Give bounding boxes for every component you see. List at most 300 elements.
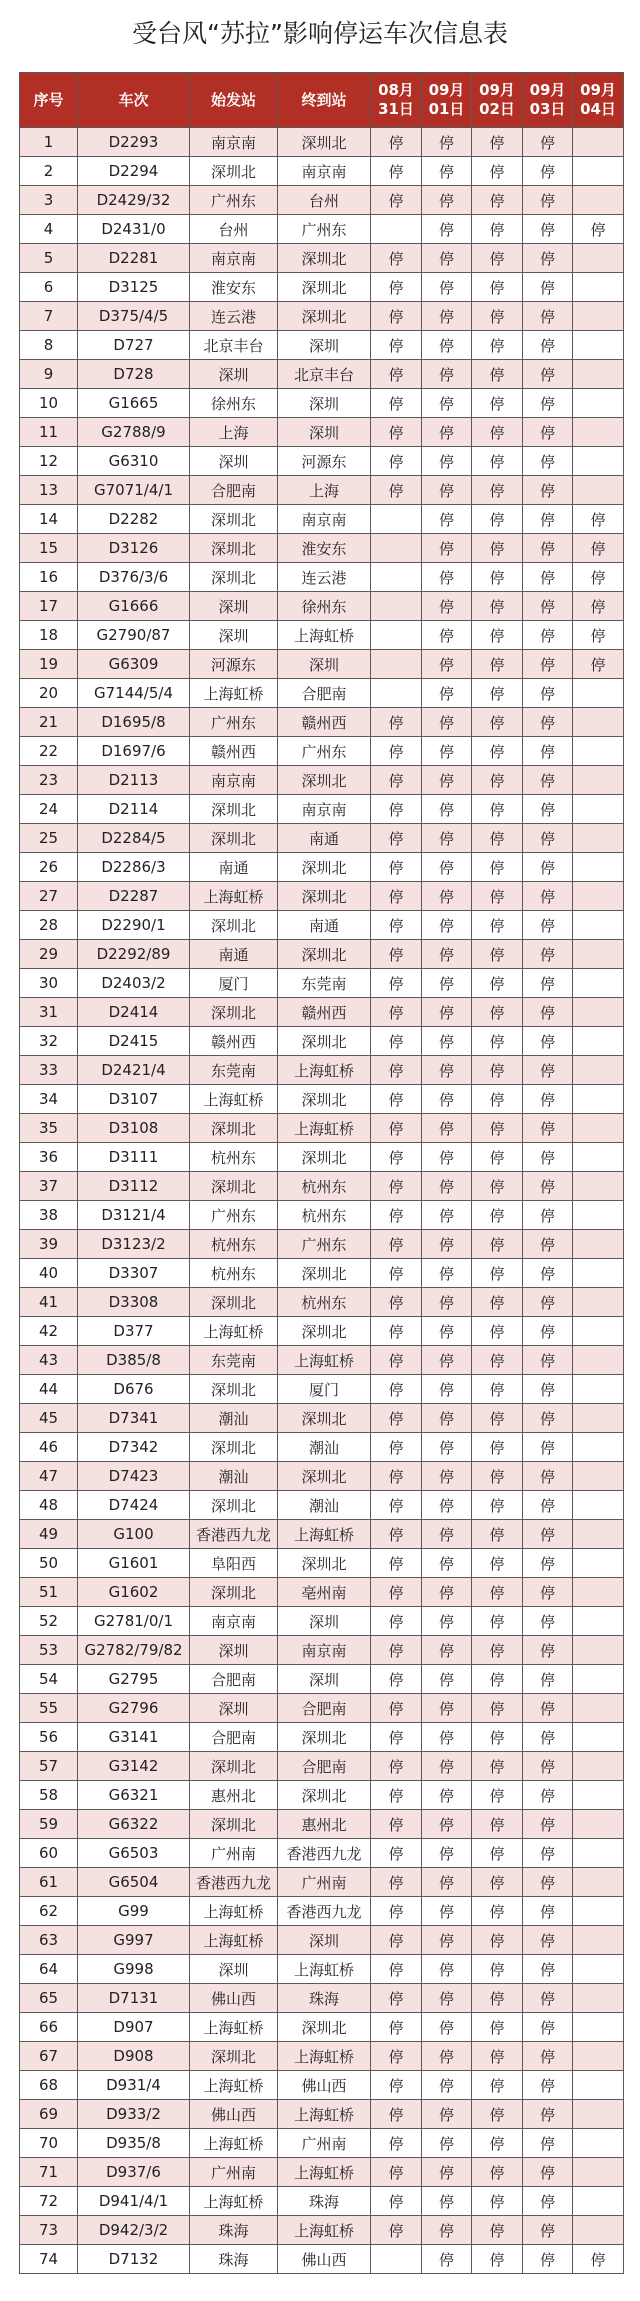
cell-seq: 45 xyxy=(20,1404,78,1433)
cell-origin: 广州南 xyxy=(190,1839,278,1868)
cell-stop-0831: 停 xyxy=(371,389,422,418)
cell-stop-0904 xyxy=(573,824,624,853)
cell-origin: 东莞南 xyxy=(190,1056,278,1085)
cell-destination: 合肥南 xyxy=(278,1694,371,1723)
cell-stop-0831: 停 xyxy=(371,2158,422,2187)
cell-destination: 佛山西 xyxy=(278,2071,371,2100)
cell-seq: 54 xyxy=(20,1665,78,1694)
table-row xyxy=(20,1143,624,1172)
cell-stop-0901: 停 xyxy=(422,1549,472,1578)
cell-origin: 深圳北 xyxy=(190,1491,278,1520)
table-row xyxy=(20,1230,624,1259)
table-row xyxy=(20,2245,624,2274)
cell-train: D7423 xyxy=(78,1462,190,1491)
cell-stop-0902: 停 xyxy=(472,998,523,1027)
cell-train: D3111 xyxy=(78,1143,190,1172)
cell-stop-0904 xyxy=(573,2158,624,2187)
cell-stop-0901: 停 xyxy=(422,476,472,505)
cell-stop-0901: 停 xyxy=(422,2042,472,2071)
cell-destination: 连云港 xyxy=(278,563,371,592)
page-title: 受台风“苏拉”影响停运车次信息表 xyxy=(132,19,508,48)
cell-destination: 深圳 xyxy=(278,1665,371,1694)
cell-stop-0903: 停 xyxy=(523,389,573,418)
cell-stop-0903: 停 xyxy=(523,853,573,882)
cell-stop-0903: 停 xyxy=(523,1520,573,1549)
cell-train: D2293 xyxy=(78,128,190,157)
cell-stop-0902: 停 xyxy=(472,708,523,737)
cell-stop-0904 xyxy=(573,1375,624,1404)
cell-train: D2287 xyxy=(78,882,190,911)
cell-origin: 珠海 xyxy=(190,2216,278,2245)
cell-origin: 佛山西 xyxy=(190,1984,278,2013)
cell-stop-0904 xyxy=(573,1201,624,1230)
cell-stop-0901: 停 xyxy=(422,1868,472,1897)
cell-seq: 6 xyxy=(20,273,78,302)
cell-origin: 深圳 xyxy=(190,1636,278,1665)
cell-stop-0831 xyxy=(371,592,422,621)
cell-origin: 南京南 xyxy=(190,1607,278,1636)
cell-destination: 广州东 xyxy=(278,215,371,244)
cell-stop-0902: 停 xyxy=(472,1288,523,1317)
cell-stop-0902: 停 xyxy=(472,1897,523,1926)
cell-seq: 34 xyxy=(20,1085,78,1114)
cell-stop-0904 xyxy=(573,2187,624,2216)
cell-stop-0901: 停 xyxy=(422,621,472,650)
table-row xyxy=(20,1375,624,1404)
cell-seq: 64 xyxy=(20,1955,78,1984)
cell-seq: 19 xyxy=(20,650,78,679)
cell-stop-0903: 停 xyxy=(523,534,573,563)
table-row xyxy=(20,1868,624,1897)
header-date-day: 03日 xyxy=(529,100,566,118)
cell-stop-0904: 停 xyxy=(573,215,624,244)
cell-train: D7131 xyxy=(78,1984,190,2013)
table-row xyxy=(20,679,624,708)
cell-stop-0831: 停 xyxy=(371,1172,422,1201)
table-row xyxy=(20,1665,624,1694)
cell-origin: 潮汕 xyxy=(190,1462,278,1491)
cell-train: D676 xyxy=(78,1375,190,1404)
cell-stop-0901: 停 xyxy=(422,1143,472,1172)
cell-stop-0904 xyxy=(573,1578,624,1607)
cell-stop-0902: 停 xyxy=(472,2013,523,2042)
cell-train: D2281 xyxy=(78,244,190,273)
cell-destination: 南通 xyxy=(278,911,371,940)
cell-stop-0904 xyxy=(573,244,624,273)
table-row xyxy=(20,882,624,911)
table-row xyxy=(20,1114,624,1143)
cell-stop-0901: 停 xyxy=(422,302,472,331)
cell-stop-0903: 停 xyxy=(523,2158,573,2187)
cell-stop-0831: 停 xyxy=(371,737,422,766)
header-date-day: 31日 xyxy=(378,100,414,118)
cell-seq: 26 xyxy=(20,853,78,882)
cell-stop-0904 xyxy=(573,1317,624,1346)
table-row xyxy=(20,1404,624,1433)
cell-seq: 36 xyxy=(20,1143,78,1172)
cell-stop-0902: 停 xyxy=(472,1984,523,2013)
cell-stop-0903: 停 xyxy=(523,1839,573,1868)
cell-train: D3307 xyxy=(78,1259,190,1288)
cell-train: D2113 xyxy=(78,766,190,795)
cell-seq: 28 xyxy=(20,911,78,940)
cell-stop-0904 xyxy=(573,969,624,998)
cell-stop-0902: 停 xyxy=(472,911,523,940)
cell-train: D2284/5 xyxy=(78,824,190,853)
cell-train: G2781/0/1 xyxy=(78,1607,190,1636)
header-date-day: 02日 xyxy=(479,100,515,118)
cell-destination: 深圳北 xyxy=(278,1723,371,1752)
cell-stop-0904 xyxy=(573,998,624,1027)
table-row xyxy=(20,389,624,418)
header-row xyxy=(20,73,624,128)
cell-train: D2286/3 xyxy=(78,853,190,882)
cell-train: D931/4 xyxy=(78,2071,190,2100)
cell-stop-0831: 停 xyxy=(371,911,422,940)
cell-origin: 河源东 xyxy=(190,650,278,679)
cell-origin: 上海虹桥 xyxy=(190,1926,278,1955)
header-date-month: 09月 xyxy=(529,81,566,99)
table-row xyxy=(20,1549,624,1578)
cell-destination: 深圳 xyxy=(278,389,371,418)
cell-stop-0902: 停 xyxy=(472,737,523,766)
cell-stop-0902: 停 xyxy=(472,1404,523,1433)
cell-stop-0903: 停 xyxy=(523,302,573,331)
cell-stop-0902: 停 xyxy=(472,766,523,795)
cell-stop-0904 xyxy=(573,1172,624,1201)
cell-train: D2431/0 xyxy=(78,215,190,244)
cell-seq: 56 xyxy=(20,1723,78,1752)
cell-stop-0831: 停 xyxy=(371,882,422,911)
cell-train: D2415 xyxy=(78,1027,190,1056)
cell-stop-0901: 停 xyxy=(422,186,472,215)
cell-seq: 13 xyxy=(20,476,78,505)
cell-stop-0904 xyxy=(573,331,624,360)
cell-stop-0831: 停 xyxy=(371,331,422,360)
cell-destination: 深圳北 xyxy=(278,273,371,302)
cell-stop-0902: 停 xyxy=(472,1114,523,1143)
cell-train: G100 xyxy=(78,1520,190,1549)
cell-origin: 深圳北 xyxy=(190,824,278,853)
cell-destination: 珠海 xyxy=(278,1984,371,2013)
cell-destination: 深圳 xyxy=(278,331,371,360)
cell-stop-0904: 停 xyxy=(573,621,624,650)
cell-stop-0902: 停 xyxy=(472,447,523,476)
cell-seq: 46 xyxy=(20,1433,78,1462)
cell-stop-0904 xyxy=(573,273,624,302)
cell-train: D2414 xyxy=(78,998,190,1027)
cell-stop-0831: 停 xyxy=(371,1810,422,1839)
cell-train: G99 xyxy=(78,1897,190,1926)
cell-stop-0831: 停 xyxy=(371,1346,422,1375)
cell-destination: 合肥南 xyxy=(278,1752,371,1781)
table-row xyxy=(20,1056,624,1085)
table-row xyxy=(20,1027,624,1056)
cell-train: D727 xyxy=(78,331,190,360)
table-row xyxy=(20,1607,624,1636)
cell-destination: 赣州西 xyxy=(278,708,371,737)
cell-destination: 广州南 xyxy=(278,2129,371,2158)
cell-destination: 杭州东 xyxy=(278,1288,371,1317)
cell-stop-0904 xyxy=(573,1520,624,1549)
cell-stop-0901: 停 xyxy=(422,969,472,998)
header-date-0904 xyxy=(573,73,624,128)
cell-stop-0902: 停 xyxy=(472,1636,523,1665)
table-row xyxy=(20,2158,624,2187)
cell-seq: 44 xyxy=(20,1375,78,1404)
cell-stop-0902: 停 xyxy=(472,1955,523,1984)
table-row xyxy=(20,1839,624,1868)
cell-seq: 42 xyxy=(20,1317,78,1346)
cell-stop-0902: 停 xyxy=(472,1694,523,1723)
cell-seq: 58 xyxy=(20,1781,78,1810)
cell-origin: 杭州东 xyxy=(190,1259,278,1288)
cell-seq: 23 xyxy=(20,766,78,795)
table-row xyxy=(20,447,624,476)
cell-stop-0904 xyxy=(573,1288,624,1317)
cell-train: G3141 xyxy=(78,1723,190,1752)
cell-seq: 18 xyxy=(20,621,78,650)
cell-destination: 亳州南 xyxy=(278,1578,371,1607)
cell-stop-0901: 停 xyxy=(422,1491,472,1520)
cell-stop-0831: 停 xyxy=(371,1955,422,1984)
cell-destination: 深圳北 xyxy=(278,1781,371,1810)
cell-stop-0903: 停 xyxy=(523,2187,573,2216)
cell-stop-0903: 停 xyxy=(523,969,573,998)
cell-destination: 深圳北 xyxy=(278,766,371,795)
cell-stop-0901: 停 xyxy=(422,853,472,882)
cell-train: D942/3/2 xyxy=(78,2216,190,2245)
table-row xyxy=(20,824,624,853)
header-date-day: 04日 xyxy=(580,100,616,118)
cell-stop-0831: 停 xyxy=(371,476,422,505)
cell-seq: 21 xyxy=(20,708,78,737)
cell-train: D3123/2 xyxy=(78,1230,190,1259)
cell-stop-0903: 停 xyxy=(523,998,573,1027)
cell-origin: 厦门 xyxy=(190,969,278,998)
cell-stop-0904 xyxy=(573,1143,624,1172)
cell-destination: 上海 xyxy=(278,476,371,505)
cell-destination: 南京南 xyxy=(278,795,371,824)
cell-stop-0902: 停 xyxy=(472,1317,523,1346)
cell-stop-0902: 停 xyxy=(472,302,523,331)
cell-stop-0902: 停 xyxy=(472,1665,523,1694)
cell-stop-0904 xyxy=(573,2071,624,2100)
cell-stop-0901: 停 xyxy=(422,650,472,679)
cell-origin: 南通 xyxy=(190,940,278,969)
cell-stop-0903: 停 xyxy=(523,1114,573,1143)
cell-stop-0902: 停 xyxy=(472,1926,523,1955)
cell-train: G6322 xyxy=(78,1810,190,1839)
table-row xyxy=(20,1201,624,1230)
cell-stop-0904 xyxy=(573,476,624,505)
cell-stop-0901: 停 xyxy=(422,592,472,621)
cell-stop-0903: 停 xyxy=(523,447,573,476)
table-row xyxy=(20,2100,624,2129)
cell-origin: 上海虹桥 xyxy=(190,1317,278,1346)
table-row xyxy=(20,2187,624,2216)
cell-destination: 淮安东 xyxy=(278,534,371,563)
cell-stop-0831: 停 xyxy=(371,1520,422,1549)
cell-stop-0831 xyxy=(371,679,422,708)
cell-stop-0903: 停 xyxy=(523,2013,573,2042)
cell-stop-0902: 停 xyxy=(472,679,523,708)
cell-origin: 上海虹桥 xyxy=(190,2071,278,2100)
cell-stop-0831: 停 xyxy=(371,1201,422,1230)
cell-origin: 赣州西 xyxy=(190,1027,278,1056)
cell-destination: 合肥南 xyxy=(278,679,371,708)
cell-stop-0903: 停 xyxy=(523,2129,573,2158)
cell-stop-0831: 停 xyxy=(371,244,422,273)
table-row xyxy=(20,2013,624,2042)
cell-destination: 东莞南 xyxy=(278,969,371,998)
table-body xyxy=(20,128,624,2274)
cell-stop-0904: 停 xyxy=(573,534,624,563)
cell-stop-0901: 停 xyxy=(422,1259,472,1288)
cell-seq: 60 xyxy=(20,1839,78,1868)
cell-stop-0901: 停 xyxy=(422,563,472,592)
cell-stop-0903: 停 xyxy=(523,621,573,650)
cell-stop-0901: 停 xyxy=(422,1375,472,1404)
cell-stop-0903: 停 xyxy=(523,1288,573,1317)
cell-origin: 深圳北 xyxy=(190,998,278,1027)
table-row xyxy=(20,1288,624,1317)
cell-destination: 台州 xyxy=(278,186,371,215)
table-row xyxy=(20,853,624,882)
cell-stop-0902: 停 xyxy=(472,534,523,563)
cell-stop-0903: 停 xyxy=(523,766,573,795)
table-row xyxy=(20,1984,624,2013)
cell-origin: 东莞南 xyxy=(190,1346,278,1375)
table-row xyxy=(20,215,624,244)
cell-seq: 30 xyxy=(20,969,78,998)
cell-stop-0902: 停 xyxy=(472,824,523,853)
cell-origin: 上海虹桥 xyxy=(190,2013,278,2042)
cell-stop-0903: 停 xyxy=(523,1723,573,1752)
cell-seq: 10 xyxy=(20,389,78,418)
cell-seq: 29 xyxy=(20,940,78,969)
cell-destination: 上海虹桥 xyxy=(278,1346,371,1375)
cell-seq: 3 xyxy=(20,186,78,215)
cell-origin: 上海虹桥 xyxy=(190,1897,278,1926)
cell-destination: 上海虹桥 xyxy=(278,2100,371,2129)
cell-stop-0902: 停 xyxy=(472,1230,523,1259)
cell-stop-0901: 停 xyxy=(422,766,472,795)
cell-destination: 杭州东 xyxy=(278,1172,371,1201)
cell-stop-0901: 停 xyxy=(422,1607,472,1636)
cell-origin: 广州东 xyxy=(190,1201,278,1230)
cell-train: G6309 xyxy=(78,650,190,679)
cell-destination: 深圳北 xyxy=(278,1027,371,1056)
cell-stop-0903: 停 xyxy=(523,795,573,824)
cell-origin: 深圳 xyxy=(190,447,278,476)
cell-destination: 珠海 xyxy=(278,2187,371,2216)
cell-stop-0831: 停 xyxy=(371,1723,422,1752)
cell-destination: 深圳 xyxy=(278,1607,371,1636)
cell-seq: 1 xyxy=(20,128,78,157)
table-row xyxy=(20,1723,624,1752)
cell-stop-0902: 停 xyxy=(472,1375,523,1404)
cell-seq: 52 xyxy=(20,1607,78,1636)
table-row xyxy=(20,1578,624,1607)
cell-origin: 深圳北 xyxy=(190,911,278,940)
cell-origin: 深圳北 xyxy=(190,1578,278,1607)
cell-destination: 深圳北 xyxy=(278,853,371,882)
cell-stop-0902: 停 xyxy=(472,1027,523,1056)
cell-seq: 37 xyxy=(20,1172,78,1201)
cell-seq: 66 xyxy=(20,2013,78,2042)
cell-stop-0903: 停 xyxy=(523,708,573,737)
cell-train: D3112 xyxy=(78,1172,190,1201)
header-seq: 序号 xyxy=(20,73,78,128)
cell-destination: 深圳北 xyxy=(278,1317,371,1346)
cell-stop-0831: 停 xyxy=(371,1317,422,1346)
cell-stop-0902: 停 xyxy=(472,2071,523,2100)
cell-stop-0831: 停 xyxy=(371,1433,422,1462)
cell-stop-0904 xyxy=(573,853,624,882)
cell-seq: 71 xyxy=(20,2158,78,2187)
cell-destination: 深圳北 xyxy=(278,302,371,331)
cell-stop-0831: 停 xyxy=(371,1027,422,1056)
cell-stop-0903: 停 xyxy=(523,1375,573,1404)
cell-seq: 20 xyxy=(20,679,78,708)
cell-stop-0902: 停 xyxy=(472,1810,523,1839)
cell-stop-0831 xyxy=(371,534,422,563)
table-row xyxy=(20,795,624,824)
cell-stop-0901: 停 xyxy=(422,1404,472,1433)
cell-seq: 2 xyxy=(20,157,78,186)
cell-seq: 16 xyxy=(20,563,78,592)
cell-stop-0902: 停 xyxy=(472,2158,523,2187)
cell-origin: 深圳 xyxy=(190,592,278,621)
table-row xyxy=(20,360,624,389)
cell-stop-0901: 停 xyxy=(422,360,472,389)
table-row xyxy=(20,2216,624,2245)
table-row xyxy=(20,534,624,563)
cell-stop-0831: 停 xyxy=(371,447,422,476)
cell-stop-0904 xyxy=(573,1230,624,1259)
cell-destination: 深圳北 xyxy=(278,1549,371,1578)
cell-seq: 12 xyxy=(20,447,78,476)
cell-stop-0831: 停 xyxy=(371,1752,422,1781)
cell-origin: 连云港 xyxy=(190,302,278,331)
cell-stop-0904: 停 xyxy=(573,563,624,592)
cell-destination: 上海虹桥 xyxy=(278,1955,371,1984)
cell-stop-0903: 停 xyxy=(523,360,573,389)
cell-train: D3121/4 xyxy=(78,1201,190,1230)
cell-seq: 72 xyxy=(20,2187,78,2216)
cell-seq: 47 xyxy=(20,1462,78,1491)
cell-train: D7342 xyxy=(78,1433,190,1462)
cell-stop-0903: 停 xyxy=(523,882,573,911)
cell-origin: 深圳北 xyxy=(190,157,278,186)
cell-destination: 上海虹桥 xyxy=(278,2158,371,2187)
cell-stop-0902: 停 xyxy=(472,621,523,650)
cell-origin: 南通 xyxy=(190,853,278,882)
header-date-0831 xyxy=(371,73,422,128)
table-row xyxy=(20,708,624,737)
cell-train: D375/4/5 xyxy=(78,302,190,331)
cell-stop-0901: 停 xyxy=(422,2187,472,2216)
cell-destination: 上海虹桥 xyxy=(278,1520,371,1549)
cell-stop-0901: 停 xyxy=(422,882,472,911)
cell-train: D3108 xyxy=(78,1114,190,1143)
cell-stop-0902: 停 xyxy=(472,1462,523,1491)
cell-train: D1697/6 xyxy=(78,737,190,766)
cell-seq: 22 xyxy=(20,737,78,766)
cell-origin: 深圳 xyxy=(190,1955,278,1984)
cell-train: D937/6 xyxy=(78,2158,190,2187)
